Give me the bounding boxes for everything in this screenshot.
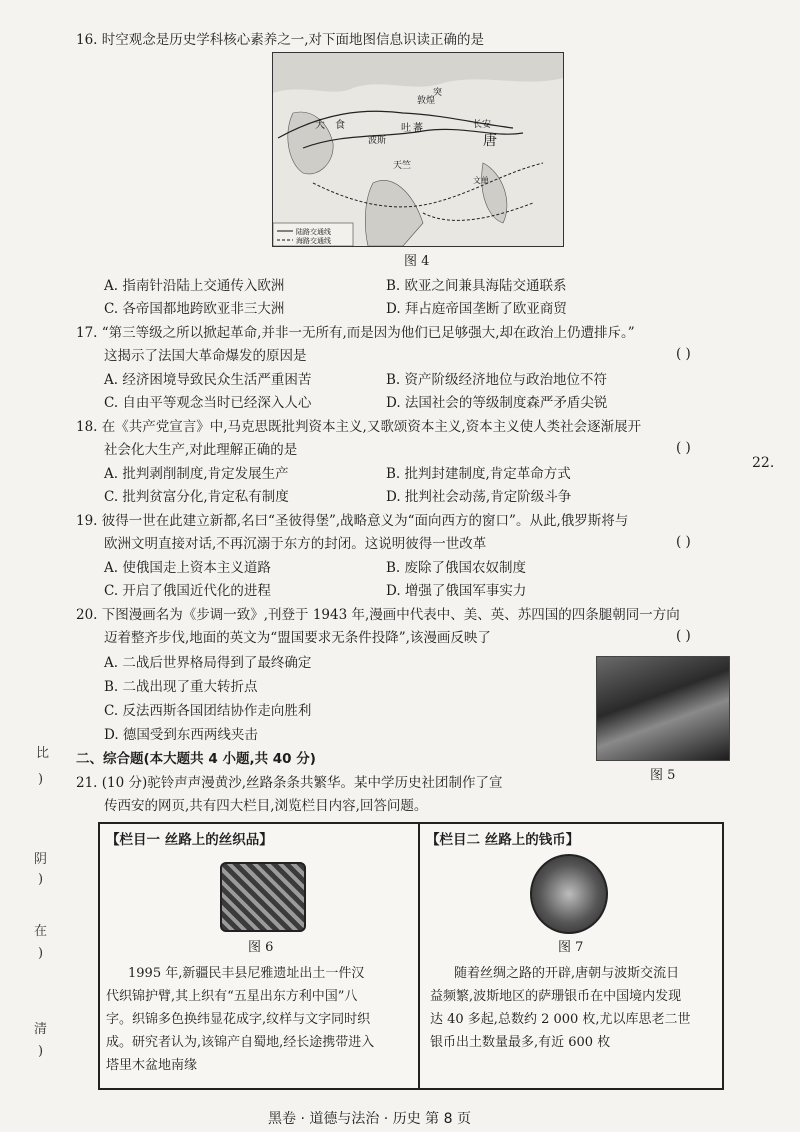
q20-stem-line2: 迈着整齐步伐,地面的英文为“盟国要求无条件投降”,该漫画反映了 <box>104 630 491 646</box>
figure-5-caption: 图 5 <box>650 768 676 783</box>
q19-option-d: D. 增强了俄国军事实力 <box>386 583 527 599</box>
q16-stem: 16. 时空观念是历史学科核心素养之一,对下面地图信息识读正确的是 <box>76 32 485 48</box>
q20-option-c: C. 反法西斯各国团结协作走向胜利 <box>104 703 312 719</box>
q17-option-c: C. 自由平等观念当时已经深入人心 <box>104 395 312 411</box>
brocade-armguard-image <box>220 862 306 932</box>
q18-option-b: B. 批判封建制度,肯定革命方式 <box>386 466 571 482</box>
side-question-number: 22. <box>752 455 775 471</box>
map-label-bosi: 波斯 <box>368 136 387 146</box>
map-label-tianzhu: 天竺 <box>393 161 412 171</box>
section-2-heading: 二、综合题(本大题共 4 小题,共 40 分) <box>76 751 316 767</box>
figure-6-caption: 图 6 <box>248 940 274 955</box>
margin-char-1: 比 <box>36 746 50 761</box>
map-label-tu2: 突 <box>433 88 443 98</box>
margin-char-2: ) <box>38 772 44 787</box>
margin-char-3: 阴 <box>34 852 48 867</box>
q21-stem-line1: 21. (10 分)驼铃声声漫黄沙,丝路条条共繁华。某中学历史社团制作了宣 <box>76 775 503 791</box>
q19-stem-line2: 欧洲文明直接对话,不再沉溺于东方的封闭。这说明彼得一世改革 <box>104 536 487 552</box>
page-footer: 黑卷 · 道德与法治 · 历史 第 8 页 <box>268 1111 471 1127</box>
figure-4-caption: 图 4 <box>404 254 430 269</box>
q20-answer-paren: ( ) <box>676 628 691 644</box>
column-2-line-3: 达 40 多起,总数约 2 000 枚,尤以库思老二世 <box>430 1012 691 1027</box>
column-1-title: 【栏目一 丝路上的丝织品】 <box>106 832 273 848</box>
map-label-bo: 蕃 <box>413 123 423 134</box>
margin-char-7: 清 <box>34 1022 48 1037</box>
silk-road-map <box>272 52 564 247</box>
column-2-line-2: 益频繁,波斯地区的萨珊银币在中国境内发现 <box>430 989 682 1004</box>
q20-option-b: B. 二战出现了重大转折点 <box>104 679 258 695</box>
figure-7-caption: 图 7 <box>558 940 584 955</box>
column-1-box <box>98 822 422 1090</box>
map-label-dunhuang: 敦煌 <box>417 96 436 106</box>
q17-answer-paren: ( ) <box>676 346 691 362</box>
q19-option-a: A. 使俄国走上资本主义道路 <box>104 560 271 576</box>
q20-option-d: D. 德国受到东西两线夹击 <box>104 727 258 743</box>
legend-sea-route: 海路交通线 <box>296 237 331 245</box>
q18-answer-paren: ( ) <box>676 440 691 456</box>
q19-option-b: B. 废除了俄国农奴制度 <box>386 560 527 576</box>
map-label-shi: 食 <box>335 120 345 131</box>
map-label-wendan: 文单 <box>473 176 489 185</box>
margin-char-5: 在 <box>34 924 48 939</box>
q19-option-c: C. 开启了俄国近代化的进程 <box>104 583 271 599</box>
cartoon-image <box>596 656 730 761</box>
map-label-da: 大 <box>315 120 325 131</box>
q18-stem-line2: 社会化大生产,对此理解正确的是 <box>104 442 298 458</box>
q17-option-d: D. 法国社会的等级制度森严矛盾尖锐 <box>386 395 608 411</box>
q16-option-c: C. 各帝国都地跨欧亚非三大洲 <box>104 301 285 317</box>
q16-option-b: B. 欧亚之间兼具海陆交通联系 <box>386 278 567 294</box>
q20-stem-line1: 20. 下图漫画名为《步调一致》,刊登于 1943 年,漫画中代表中、美、英、苏四国的四条腿朝同一方向 <box>76 607 680 623</box>
margin-char-8: ) <box>38 1044 44 1059</box>
q16-option-d: D. 拜占庭帝国垄断了欧亚商贸 <box>386 301 567 317</box>
q17-option-b: B. 资产阶级经济地位与政治地位不符 <box>386 372 608 388</box>
column-1-line-2: 代织锦护臂,其上织有“五星出东方利中国”八 <box>106 989 358 1004</box>
column-1-line-3: 字。织锦多色换纬显花成字,纹样与文字同时织 <box>106 1012 371 1027</box>
margin-char-4: ) <box>38 872 44 887</box>
q19-answer-paren: ( ) <box>676 534 691 550</box>
map-figure <box>273 53 563 246</box>
q18-option-d: D. 批判社会动荡,肯定阶级斗争 <box>386 489 572 505</box>
q18-stem-line1: 18. 在《共产党宣言》中,马克思既批判资本主义,又歌颂资本主义,资本主义使人类社会逐渐展开 <box>76 419 642 435</box>
column-1-line-1: 1995 年,新疆民丰县尼雅遗址出土一件汉 <box>128 966 365 981</box>
column-2-line-1: 随着丝绸之路的开辟,唐朝与波斯交流日 <box>454 966 680 981</box>
column-2-box <box>418 822 724 1090</box>
q17-stem-line2: 这揭示了法国大革命爆发的原因是 <box>104 348 307 364</box>
margin-char-6: ) <box>38 946 44 961</box>
map-label-tang: 唐 <box>483 133 497 149</box>
column-1-line-4: 成。研究者认为,该锦产自蜀地,经长途携带进入 <box>106 1035 375 1050</box>
sasanian-coin-image <box>530 854 608 934</box>
column-1-line-5: 塔里木盆地南缘 <box>106 1058 198 1073</box>
map-label-changan: 长安 <box>473 120 492 130</box>
q20-option-a: A. 二战后世界格局得到了最终确定 <box>104 655 312 671</box>
q17-option-a: A. 经济困境导致民众生活严重困苦 <box>104 372 312 388</box>
q16-option-a: A. 指南针沿陆上交通传入欧洲 <box>104 278 285 294</box>
q18-option-c: C. 批判贫富分化,肯定私有制度 <box>104 489 289 505</box>
q21-stem-line2: 传西安的网页,共有四大栏目,浏览栏目内容,回答问题。 <box>104 798 428 814</box>
map-label-tu: 吐 <box>401 123 411 134</box>
q19-stem-line1: 19. 彼得一世在此建立新都,名曰“圣彼得堡”,战略意义为“面向西方的窗口”。从此,俄罗斯将与 <box>76 513 629 529</box>
q18-option-a: A. 批判剥削制度,肯定发展生产 <box>104 466 289 482</box>
column-2-title: 【栏目二 丝路上的钱币】 <box>426 832 580 848</box>
column-2-line-4: 银币出土数量最多,有近 600 枚 <box>430 1035 611 1050</box>
legend-land-route: 陆路交通线 <box>296 228 331 236</box>
q17-stem-line1: 17. “第三等级之所以掀起革命,并非一无所有,而是因为他们已足够强大,却在政治上仍遭排斥。” <box>76 325 635 341</box>
